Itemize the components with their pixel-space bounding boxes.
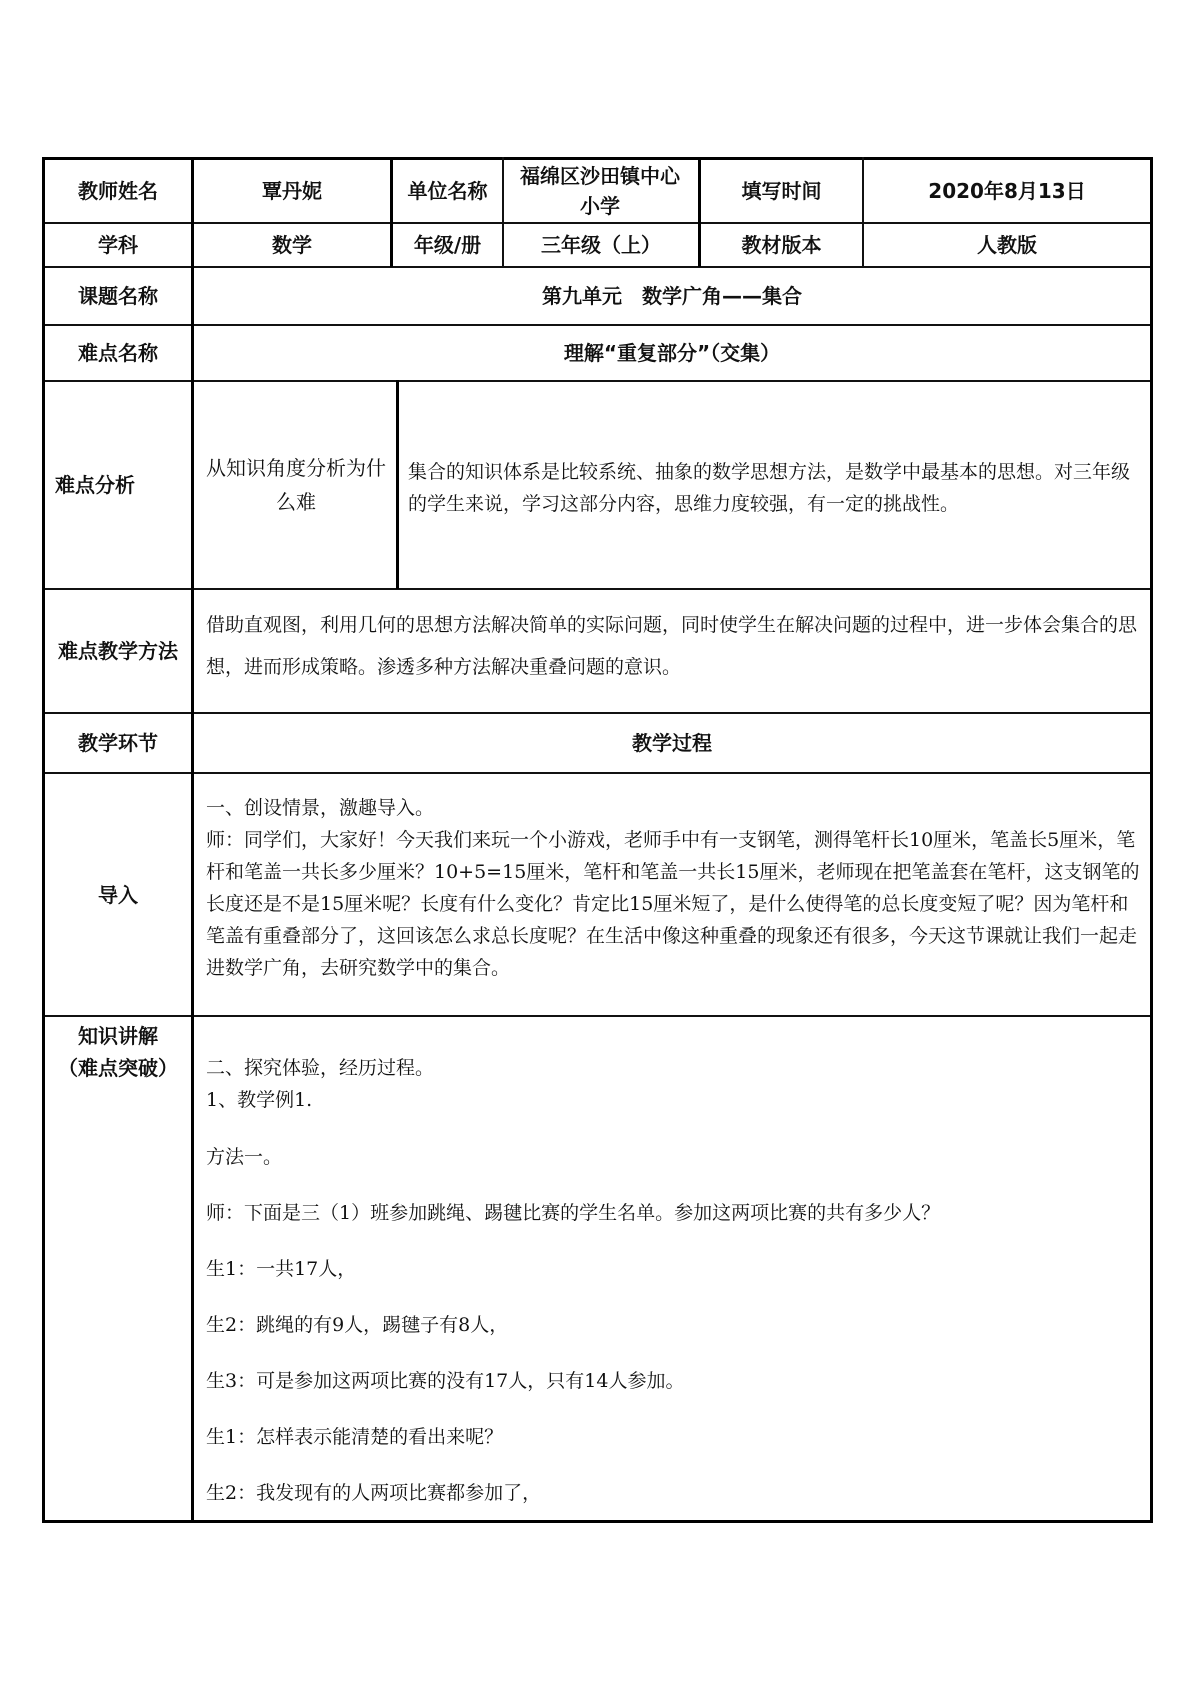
fill-date-label: 填写时间	[741, 179, 822, 203]
grade-label: 年级/册	[413, 233, 482, 257]
knowledge-sublabel: （难点突破）	[58, 1056, 178, 1080]
table-right-border	[1150, 157, 1153, 1523]
method-paragraph: 借助直观图，利用几何的思想方法解决简单的实际问题，同时使学生在解决问题的过程中，进一步体会集合的思想，进而形成策略。渗透多种方法解决重叠问题的意识。	[206, 614, 1138, 678]
knowledge-line: 师：下面是三（1）班参加跳绳、踢毽比赛的学生名单。参加这两项比赛的共有多少人？	[206, 1202, 941, 1224]
teacher-name-value: 覃丹妮	[262, 179, 322, 203]
topic-label: 课题名称	[78, 284, 158, 308]
analysis-paragraph: 集合的知识体系是比较系统、抽象的数学思想方法，是数学中最基本的思想。对三年级的学生来说，学习这部分内容，思维力度较强，有一定的挑战性。	[408, 461, 1131, 515]
edition-value: 人教版	[977, 233, 1037, 257]
topic-value: 第九单元 数学广角——集合	[542, 284, 802, 308]
difficulty-value: 理解“重复部分”（交集）	[563, 341, 781, 365]
teaching-process-label: 教学过程	[632, 731, 712, 755]
intro-heading: 一、创设情景，激趣导入。	[206, 797, 435, 819]
knowledge-line: 生2：我发现有的人两项比赛都参加了，	[206, 1482, 542, 1504]
knowledge-label: 知识讲解	[78, 1024, 158, 1048]
fill-date-value: 2020年8月13日	[928, 179, 1086, 203]
intro-label: 导入	[98, 882, 138, 907]
method-label: 难点教学方法	[58, 639, 178, 663]
knowledge-line: 生2：跳绳的有9人，踢毽子有8人，	[206, 1314, 509, 1336]
knowledge-text	[206, 1052, 1142, 1140]
teacher-name-label: 教师姓名	[78, 179, 158, 203]
grade-value: 三年级（上）	[541, 233, 661, 257]
knowledge-line: 二、探究体验，经历过程。	[206, 1057, 435, 1079]
row-divider	[42, 772, 1152, 774]
intro-text	[206, 792, 1142, 984]
knowledge-line: 方法一。	[206, 1146, 283, 1168]
intro-paragraph: 师：同学们，大家好！今天我们来玩一个小游戏，老师手中有一支钢笔，测得笔杆长10厘米，笔盖长5厘米，笔杆和笔盖一共长多少厘米？10+5=15厘米，笔杆和笔盖一共长15厘米，老师现在把笔盖套在笔杆，这支钢笔的长度还是不是15厘米呢？长度有什么变化？肯定比15厘米短了，是什么使得笔的总长度变短了呢？因为笔杆和笔盖有重叠部分了，这回该怎么求总长度呢？在生活中像这种重叠的现象还有很多，今天这节课就让我们一起走进数学广角，去研究数学中的集合。	[206, 829, 1140, 979]
analysis-divider	[396, 380, 399, 589]
knowledge-line: 1、教学例1.	[206, 1089, 313, 1111]
row-divider	[42, 1015, 1152, 1017]
knowledge-dialogue	[206, 1141, 1142, 1533]
subject-label: 学科	[98, 233, 138, 257]
knowledge-line: 生3：可是参加这两项比赛的没有17人，只有14人参加。	[206, 1370, 685, 1392]
knowledge-line: 生1：怎样表示能清楚的看出来呢？	[206, 1426, 504, 1448]
unit-name-value: 福绵区沙田镇中心小学	[520, 164, 680, 218]
edition-label: 教材版本	[741, 233, 822, 257]
analysis-text	[408, 456, 1142, 520]
method-text	[206, 604, 1142, 688]
unit-name-label: 单位名称	[407, 179, 488, 203]
teaching-stage-label: 教学环节	[78, 731, 158, 755]
difficulty-label: 难点名称	[78, 341, 158, 365]
row-divider	[42, 588, 1152, 590]
analysis-label: 难点分析	[55, 473, 135, 497]
analysis-sub-label: 从知识角度分析为什么难	[206, 456, 386, 514]
knowledge-line: 生1：一共17人，	[206, 1258, 357, 1280]
subject-value: 数学	[272, 233, 312, 257]
